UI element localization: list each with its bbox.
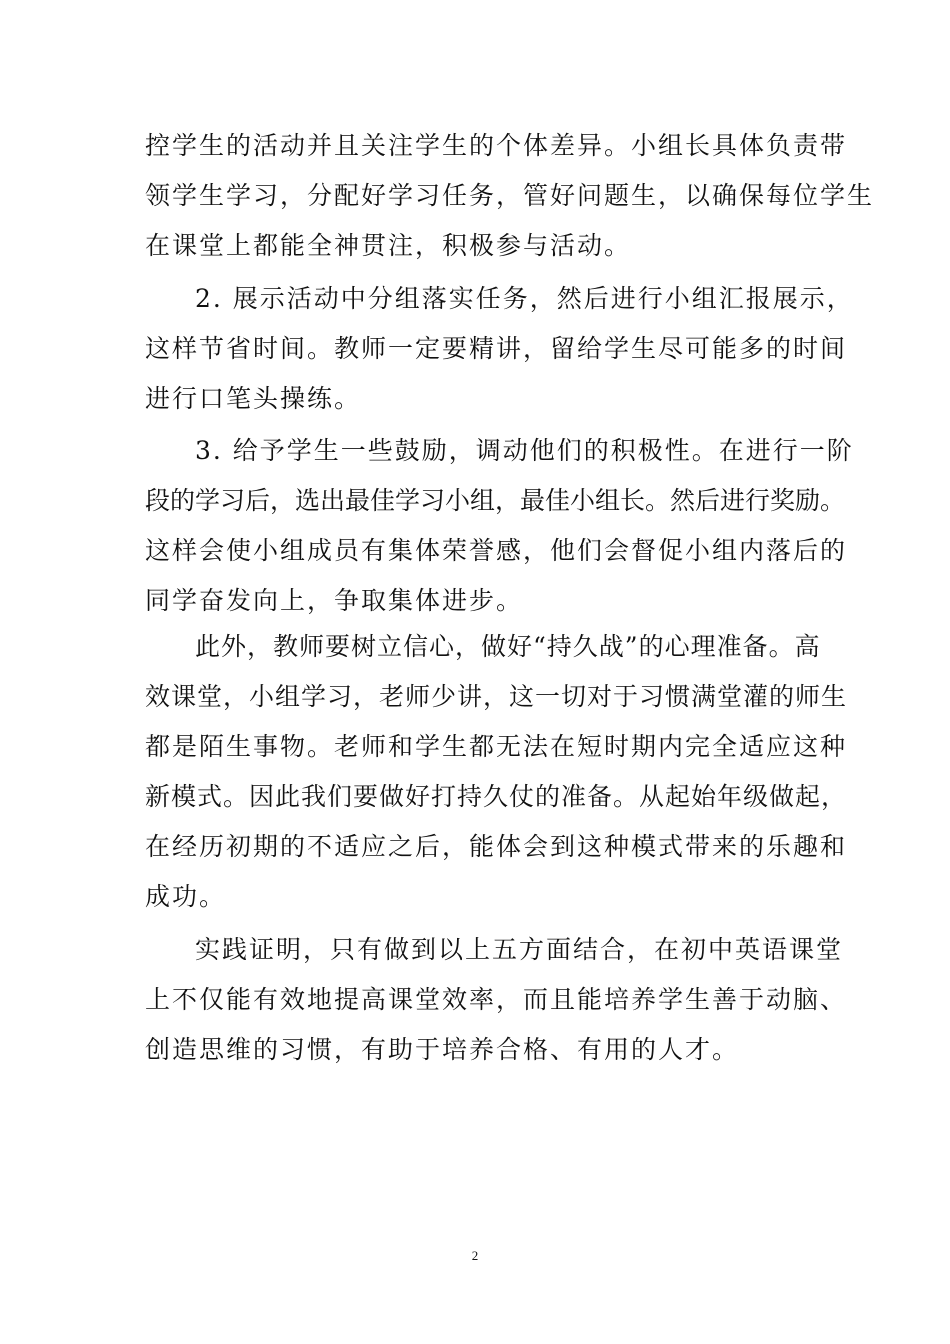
text-line: 创造思维的习惯，有助于培养合格、有用的人才。 [145, 1035, 740, 1064]
text-line: 领学生学习，分配好学习任务，管好问题生，以确保每位学生 [145, 181, 875, 210]
text-line: 进行口笔头操练。 [145, 384, 362, 413]
text-line: 控学生的活动并且关注学生的个体差异。小组长具体负责带 [145, 131, 848, 160]
text-line: 在经历初期的不适应之后，能体会到这种模式带来的乐趣和 [145, 832, 848, 861]
text-line: 这样节省时间。教师一定要精讲，留给学生尽可能多的时间 [145, 334, 848, 363]
text-line: 上不仅能有效地提高课堂效率，而且能培养学生善于动脑、 [145, 985, 848, 1014]
text-line: 此外，教师要树立信心，做好“持久战”的心理准备。高 [195, 632, 821, 661]
text-line: 同学奋发向上，争取集体进步。 [145, 586, 524, 615]
text-line: 段的学习后，选出最佳学习小组，最佳小组长。然后进行奖励。 [145, 486, 846, 515]
text-line: 效课堂，小组学习，老师少讲，这一切对于习惯满堂灌的师生 [145, 682, 848, 711]
text-line: 成功。 [145, 882, 227, 911]
page-number: 2 [471, 1248, 479, 1263]
text-line: 新模式。因此我们要做好打持久仗的准备。从起始年级做起， [145, 782, 848, 811]
text-line: 在课堂上都能全神贯注，积极参与活动。 [145, 231, 632, 260]
text-line: 3. 给予学生一些鼓励，调动他们的积极性。在进行一阶 [195, 436, 854, 465]
text-line: 2. 展示活动中分组落实任务，然后进行小组汇报展示， [195, 284, 854, 313]
text-line: 这样会使小组成员有集体荣誉感，他们会督促小组内落后的 [145, 536, 848, 565]
text-line: 实践证明，只有做到以上五方面结合，在初中英语课堂 [195, 935, 844, 964]
text-line: 都是陌生事物。老师和学生都无法在短时期内完全适应这种 [145, 732, 848, 761]
